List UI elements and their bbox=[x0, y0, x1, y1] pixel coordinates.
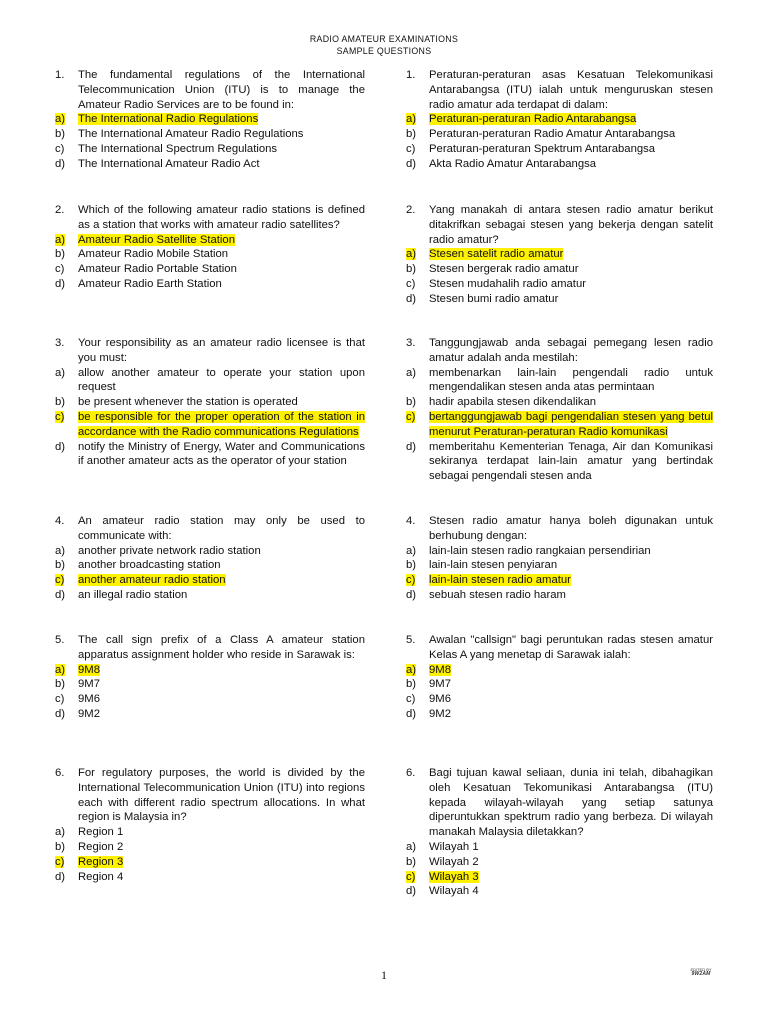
question-number: 4. bbox=[406, 515, 416, 527]
question-text: The call sign prefix of a Class A amateur station apparatus assignment holder who reside in Sarawak is: bbox=[78, 634, 365, 661]
question-number: 5. bbox=[406, 634, 416, 646]
option-c: c) lain-lain stesen radio amatur bbox=[406, 574, 571, 587]
question-en-5 bbox=[55, 633, 365, 722]
option-text: Wilayah 4 bbox=[429, 885, 479, 898]
question-number: 4. bbox=[55, 515, 65, 527]
option-text: memberitahu Kementerian Tenaga, Air dan Komunikasi sekiranya terdapat lain-lain amatur yang bertindak sebagai pengendali stesen anda bbox=[429, 440, 713, 483]
option-text: membenarkan lain-lain pengendali radio untuk mengendalikan stesen anda atas permintaan bbox=[429, 366, 713, 394]
option-text: an illegal radio station bbox=[78, 588, 188, 601]
option-text: Amateur Radio Satellite Station bbox=[78, 233, 235, 246]
question-number: 6. bbox=[406, 767, 416, 779]
option-text: bertanggungjawab bagi pengendalian stesen yang betul menurut Peraturan-peraturan Radio komunikasi bbox=[429, 410, 713, 438]
option-d: d) notify the Ministry of Energy, Water and Communications if another amateur acts as the operator of your station bbox=[55, 440, 365, 468]
option-text: 9M7 bbox=[429, 678, 451, 691]
option-text: Region 4 bbox=[78, 870, 124, 883]
question-ms-2 bbox=[406, 203, 713, 307]
option-d: d) sebuah stesen radio haram bbox=[406, 588, 566, 601]
editor-stamp bbox=[676, 967, 726, 977]
option-text: Stesen satelit radio amatur bbox=[429, 248, 564, 261]
option-text: Region 2 bbox=[78, 840, 124, 853]
option-text: another private network radio station bbox=[78, 544, 261, 557]
option-b: b) hadir apabila stesen dikendalikan bbox=[406, 396, 597, 409]
option-d: d) 9M2 bbox=[406, 707, 451, 720]
option-text: Peraturan-peraturan Spektrum Antarabangsa bbox=[429, 142, 656, 155]
option-text: Region 1 bbox=[78, 826, 124, 839]
option-b: b) lain-lain stesen penyiaran bbox=[406, 559, 558, 572]
option-c: c) 9M6 bbox=[406, 693, 451, 706]
option-text: 9M2 bbox=[429, 707, 451, 720]
option-c: c) 9M6 bbox=[55, 693, 100, 706]
question-en-3 bbox=[55, 336, 365, 469]
question-number: 6. bbox=[55, 767, 65, 779]
option-b: b) be present whenever the station is operated bbox=[55, 396, 298, 409]
option-text: Wilayah 1 bbox=[429, 840, 479, 853]
editor-name: 9W2AM bbox=[691, 971, 711, 977]
question-en-6 bbox=[55, 766, 365, 884]
question-number: 1. bbox=[406, 69, 416, 81]
option-a: a) 9M8 bbox=[406, 663, 451, 676]
question-number: 3. bbox=[55, 337, 65, 349]
option-text: Wilayah 2 bbox=[429, 855, 479, 868]
option-text: Wilayah 3 bbox=[429, 870, 479, 883]
question-ms-3 bbox=[406, 336, 713, 484]
question-text: Bagi tujuan kawal seliaan, dunia ini telah, dibahagikan oleh Kesatuan Tekomunikasi Antarabangsa (ITU) kepada wilayah-wilayah yang setiap satunya diperuntukkan spektrum radio yang berbeza. Di wilayah manakah Malaysia diletakkan? bbox=[429, 767, 713, 839]
option-d: d) Region 4 bbox=[55, 870, 124, 883]
option-text: 9M8 bbox=[429, 663, 451, 676]
option-text: Akta Radio Amatur Antarabangsa bbox=[429, 157, 597, 170]
question-text: Stesen radio amatur hanya boleh digunakan untuk berhubung dengan: bbox=[429, 515, 713, 542]
header-title: RADIO AMATEUR EXAMINATIONS bbox=[309, 34, 459, 44]
option-a: a) 9M8 bbox=[55, 663, 100, 676]
option-a: a) Amateur Radio Satellite Station bbox=[55, 233, 235, 246]
option-d: d) Amateur Radio Earth Station bbox=[55, 277, 222, 290]
option-text: lain-lain stesen penyiaran bbox=[429, 559, 558, 572]
question-text: Awalan "callsign" bagi peruntukan radas stesen amatur Kelas A yang menetap di Sarawak ialah: bbox=[429, 634, 713, 661]
option-text: Amateur Radio Portable Station bbox=[78, 263, 237, 276]
option-text: another amateur radio station bbox=[78, 574, 226, 587]
option-text: 9M8 bbox=[78, 663, 100, 676]
option-b: b) Region 2 bbox=[55, 840, 124, 853]
question-en-2 bbox=[55, 203, 365, 292]
option-text: The International Spectrum Regulations bbox=[78, 142, 278, 155]
question-en-1 bbox=[55, 68, 365, 172]
question-text: Peraturan-peraturan asas Kesatuan Telekomunikasi Antarabangsa (ITU) ialah untuk menguruskan stesen radio amatur ada terdapat di dalam: bbox=[429, 69, 713, 111]
option-a: a) Wilayah 1 bbox=[406, 840, 479, 853]
option-text: lain-lain stesen radio amatur bbox=[429, 574, 571, 587]
question-ms-1 bbox=[406, 68, 713, 172]
option-a: a) allow another amateur to operate your station upon request bbox=[55, 366, 365, 394]
option-text: Stesen bumi radio amatur bbox=[429, 292, 559, 305]
option-b: b) 9M7 bbox=[406, 678, 451, 691]
question-number: 2. bbox=[406, 204, 416, 216]
option-c: c) be responsible for the proper operation of the station in accordance with the Radio communications Regulations bbox=[55, 410, 365, 438]
option-text: 9M2 bbox=[78, 707, 100, 720]
document-header bbox=[0, 33, 768, 57]
option-c: c) Stesen mudahalih radio amatur bbox=[406, 277, 586, 290]
option-a: a) Region 1 bbox=[55, 826, 124, 839]
option-b: b) Wilayah 2 bbox=[406, 855, 479, 868]
option-c: c) Amateur Radio Portable Station bbox=[55, 263, 237, 276]
question-number: 5. bbox=[55, 634, 65, 646]
question-number: 1. bbox=[55, 69, 65, 81]
option-a: a) Stesen satelit radio amatur bbox=[406, 248, 564, 261]
option-text: The International Amateur Radio Act bbox=[78, 157, 260, 170]
option-d: d) memberitahu Kementerian Tenaga, Air dan Komunikasi sekiranya terdapat lain-lain amatur yang bertindak sebagai pengendali stesen anda bbox=[406, 440, 713, 483]
question-number: 2. bbox=[55, 204, 65, 216]
option-d: d) The International Amateur Radio Act bbox=[55, 157, 260, 170]
question-text: Yang manakah di antara stesen radio amatur berikut ditakrifkan sebagai stesen yang bekerja dengan satelit radio amatur? bbox=[429, 204, 713, 246]
option-b: b) Stesen bergerak radio amatur bbox=[406, 263, 579, 276]
question-text: Your responsibility as an amateur radio licensee is that you must: bbox=[78, 337, 365, 364]
option-c: c) Wilayah 3 bbox=[406, 870, 479, 883]
option-a: a) another private network radio station bbox=[55, 544, 261, 557]
option-b: b) another broadcasting station bbox=[55, 559, 221, 572]
option-d: d) Stesen bumi radio amatur bbox=[406, 292, 559, 305]
option-text: Amateur Radio Mobile Station bbox=[78, 248, 229, 261]
option-b: b) The International Amateur Radio Regulations bbox=[55, 128, 304, 141]
option-c: c) another amateur radio station bbox=[55, 574, 226, 587]
option-d: d) an illegal radio station bbox=[55, 588, 188, 601]
option-text: allow another amateur to operate your station upon request bbox=[78, 366, 365, 394]
option-text: sebuah stesen radio haram bbox=[429, 588, 566, 601]
option-text: Peraturan-peraturan Radio Amatur Antarabangsa bbox=[429, 128, 676, 141]
option-text: Stesen bergerak radio amatur bbox=[429, 263, 579, 276]
question-number: 3. bbox=[406, 337, 416, 349]
option-text: another broadcasting station bbox=[78, 559, 221, 572]
option-d: d) 9M2 bbox=[55, 707, 100, 720]
page-number: 1 bbox=[381, 968, 387, 982]
option-text: be responsible for the proper operation of the station in accordance with the Radio communications Regulations bbox=[78, 410, 365, 438]
option-d: d) Wilayah 4 bbox=[406, 885, 479, 898]
option-b: b) Peraturan-peraturan Radio Amatur Antarabangsa bbox=[406, 128, 676, 141]
option-a: a) The International Radio Regulations bbox=[55, 113, 259, 126]
option-text: be present whenever the station is operated bbox=[78, 396, 298, 409]
option-text: notify the Ministry of Energy, Water and Communications if another amateur acts as the operator of your station bbox=[78, 440, 365, 468]
option-a: a) lain-lain stesen radio rangkaian persendirian bbox=[406, 544, 651, 557]
option-text: Amateur Radio Earth Station bbox=[78, 277, 222, 290]
option-text: lain-lain stesen radio rangkaian persendirian bbox=[429, 544, 651, 557]
option-text: 9M6 bbox=[429, 693, 451, 706]
option-c: c) bertanggungjawab bagi pengendalian stesen yang betul menurut Peraturan-peraturan Radio komunikasi bbox=[406, 410, 713, 438]
question-text: For regulatory purposes, the world is divided by the International Telecommunication Union (ITU) into regions each with different radio spectrum allocations. In what region is Malaysia in? bbox=[78, 767, 365, 824]
question-ms-4 bbox=[406, 514, 713, 603]
edited-by-label: EDITED BY bbox=[690, 967, 712, 972]
question-ms-5 bbox=[406, 633, 713, 722]
question-text: The fundamental regulations of the International Telecommunication Union (ITU) is to manage the Amateur Radio Services are to be found in: bbox=[78, 69, 365, 111]
option-text: hadir apabila stesen dikendalikan bbox=[429, 396, 597, 409]
option-text: Peraturan-peraturan Radio Antarabangsa bbox=[429, 113, 637, 126]
question-en-4 bbox=[55, 514, 365, 603]
option-text: Stesen mudahalih radio amatur bbox=[429, 277, 586, 290]
option-a: a) membenarkan lain-lain pengendali radio untuk mengendalikan stesen anda atas permintaan bbox=[406, 366, 713, 394]
option-c: c) Peraturan-peraturan Spektrum Antarabangsa bbox=[406, 142, 656, 155]
option-c: c) The International Spectrum Regulations bbox=[55, 142, 278, 155]
option-text: The International Amateur Radio Regulations bbox=[78, 128, 304, 141]
header-subtitle: SAMPLE QUESTIONS bbox=[336, 46, 432, 56]
option-c: c) Region 3 bbox=[55, 855, 124, 868]
option-text: 9M6 bbox=[78, 693, 100, 706]
question-ms-6 bbox=[406, 766, 713, 899]
option-b: b) 9M7 bbox=[55, 678, 100, 691]
question-text: Which of the following amateur radio stations is defined as a station that works with amateur radio satellites? bbox=[78, 204, 365, 231]
option-d: d) Akta Radio Amatur Antarabangsa bbox=[406, 157, 597, 170]
question-text: An amateur radio station may only be used to communicate with: bbox=[78, 515, 365, 542]
option-text: 9M7 bbox=[78, 678, 100, 691]
question-text: Tanggungjawab anda sebagai pemegang lesen radio amatur adalah anda mestilah: bbox=[429, 337, 713, 364]
option-b: b) Amateur Radio Mobile Station bbox=[55, 248, 229, 261]
option-text: Region 3 bbox=[78, 855, 124, 868]
option-a: a) Peraturan-peraturan Radio Antarabangsa bbox=[406, 113, 637, 126]
option-text: The International Radio Regulations bbox=[78, 113, 259, 126]
